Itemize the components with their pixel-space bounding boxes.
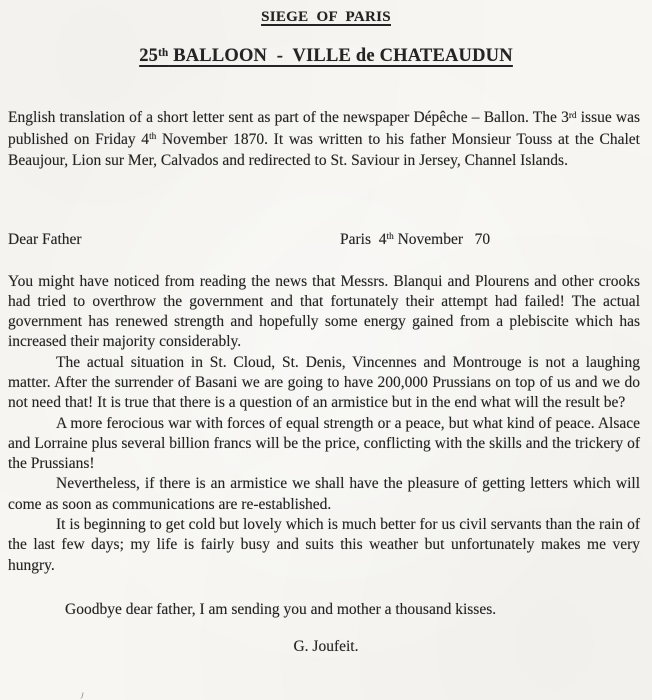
signature: G. Joufeit. — [293, 637, 359, 655]
letter-paragraph-2: The actual situation in St. Cloud, St. Denis, Vincennes and Montrouge is not a laughing matter. After the surrender of Basani we are going to have 200,000 Prussians on top of us and we do not need that! It is true that there is a question of an armistice but in the end what will the result be? — [8, 353, 640, 412]
scanned-letter-page — [0, 8, 652, 700]
document-subtitle-text: 25th BALLOON - VILLE de CHATEAUDUN — [139, 46, 513, 66]
letter-paragraph-5: It is beginning to get cold but lovely which is much better for us civil servants than the rain of the last few days; my life is fairly busy and suits this weather but unfortunately makes me very hungry. — [8, 516, 640, 574]
letter-paragraph-1: You might have noticed from reading the news that Messrs. Blanqui and Plourens and other crooks had tried to overthrow the government and that fortunately their attempt had failed! The actual government has renewed strength and hopefully some energy gained from a plebiscite which has increased their majority considerably. — [8, 272, 640, 351]
letter-body — [8, 272, 640, 576]
document-title — [0, 8, 652, 27]
letter-paragraph-3: A more ferocious war with forces of equal strength or a peace, but what kind of peace. Alsace and Lorraine plus several billion francs will be the price, conflicting with the skills and the trickery of the Prussians! — [8, 414, 640, 473]
intro-paragraph: English translation of a short letter sent as part of the newspaper Dépêche – Ballon. The 3rd issue was published on Friday 4th November 1870. It was written to his father Monsieur Touss at the Chalet Beaujour, Lion sur Mer, Calvados and redirected to St. Saviour in Jersey, Channel Islands. — [8, 109, 641, 169]
dateline: Paris 4th November 70 — [340, 230, 491, 248]
letter-paragraph-4: Nevertheless, if there is an armistice we shall have the pleasure of getting letters which will come as soon as communications are re-established. — [8, 475, 640, 513]
salutation-row — [8, 229, 640, 250]
closing-line: Goodbye dear father, I am sending you and mother a thousand kisses. — [65, 600, 497, 618]
document-title-text: SIEGE OF PARIS — [261, 9, 391, 25]
scan-speck-artifact — [78, 692, 83, 700]
salutation: Dear Father — [8, 230, 82, 248]
document-subtitle — [0, 44, 652, 68]
